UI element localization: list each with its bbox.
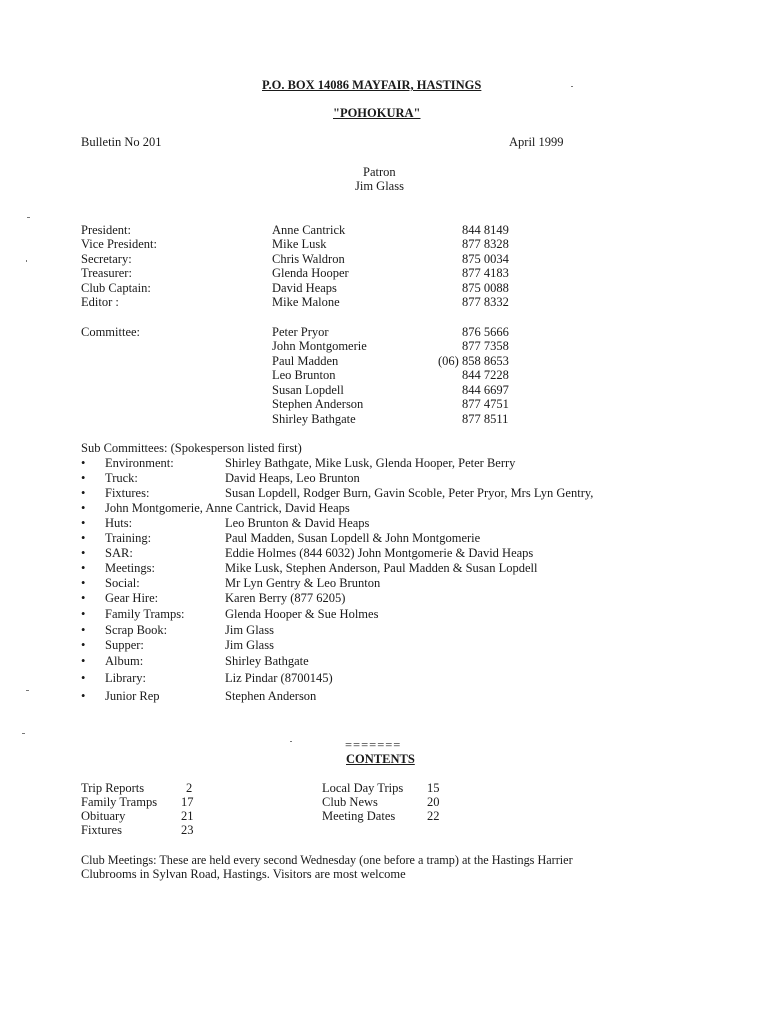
scan-speck bbox=[571, 86, 573, 87]
scan-speck bbox=[27, 217, 30, 218]
patron-name: Jim Glass bbox=[355, 179, 404, 193]
subcommittee-members: Stephen Anderson bbox=[225, 689, 317, 703]
contents-entry-page: 2 bbox=[186, 781, 193, 795]
officer-role: President: bbox=[81, 223, 131, 237]
bullet-icon: • bbox=[81, 486, 86, 500]
committee-member-name: Peter Pryor bbox=[272, 325, 329, 339]
officer-name: Mike Lusk bbox=[272, 237, 327, 251]
committee-member-phone: 877 7358 bbox=[462, 339, 509, 353]
officer-name: Glenda Hooper bbox=[272, 266, 349, 280]
subcommittee-label: Meetings: bbox=[105, 561, 155, 575]
subcommittee-members: Shirley Bathgate, Mike Lusk, Glenda Hooper, Peter Berry bbox=[225, 456, 516, 470]
committee-member-phone: 876 5666 bbox=[462, 325, 509, 339]
subcommittee-label: Environment: bbox=[105, 456, 174, 470]
club-meetings-line1: Club Meetings: These are held every second Wednesday (one before a tramp) at the Hastings Harrier bbox=[81, 853, 573, 867]
committee-member-name: Shirley Bathgate bbox=[272, 412, 356, 426]
subcommittee-members: Shirley Bathgate bbox=[225, 654, 309, 668]
officer-phone: 877 8328 bbox=[462, 237, 509, 251]
bullet-icon: • bbox=[81, 561, 86, 575]
bullet-icon: • bbox=[81, 638, 86, 652]
bulletin-number: Bulletin No 201 bbox=[81, 135, 162, 149]
scan-speck bbox=[26, 260, 27, 262]
committee-member-phone: 877 8511 bbox=[462, 412, 509, 426]
committee-member-phone: 844 6697 bbox=[462, 383, 509, 397]
subcommittee-members: Leo Brunton & David Heaps bbox=[225, 516, 370, 530]
bullet-icon: • bbox=[81, 471, 86, 485]
officer-name: David Heaps bbox=[272, 281, 337, 295]
subcommittee-members: Susan Lopdell, Rodger Burn, Gavin Scoble, Peter Pryor, Mrs Lyn Gentry, bbox=[225, 486, 594, 500]
club-name: "POHOKURA" bbox=[333, 106, 421, 120]
subcommittee-members: Jim Glass bbox=[225, 638, 274, 652]
officer-role: Editor : bbox=[81, 295, 119, 309]
scan-speck bbox=[26, 690, 29, 691]
committee-member-name: Susan Lopdell bbox=[272, 383, 344, 397]
officer-phone: 877 8332 bbox=[462, 295, 509, 309]
bullet-icon: • bbox=[81, 456, 86, 470]
bullet-icon: • bbox=[81, 591, 86, 605]
subcommittee-label: Gear Hire: bbox=[105, 591, 159, 605]
bullet-icon: • bbox=[81, 623, 86, 637]
scan-speck bbox=[22, 733, 25, 734]
contents-title: CONTENTS bbox=[346, 752, 415, 766]
subcommittee-members: Karen Berry (877 6205) bbox=[225, 591, 346, 605]
bulletin-date: April 1999 bbox=[509, 135, 564, 149]
committee-member-name: Leo Brunton bbox=[272, 368, 336, 382]
bullet-icon: • bbox=[81, 501, 86, 515]
contents-entry-page: 20 bbox=[427, 795, 440, 809]
committee-member-name: John Montgomerie bbox=[272, 339, 367, 353]
subcommittee-members: Mr Lyn Gentry & Leo Brunton bbox=[225, 576, 381, 590]
contents-entry-label: Family Tramps bbox=[81, 795, 158, 809]
contents-entry-page: 17 bbox=[181, 795, 194, 809]
subcommittee-label: Family Tramps: bbox=[105, 607, 185, 621]
committee-member-name: Paul Madden bbox=[272, 354, 339, 368]
club-address: P.O. BOX 14086 MAYFAIR, HASTINGS bbox=[262, 78, 482, 92]
bullet-icon: • bbox=[81, 531, 86, 545]
subcommittee-members: David Heaps, Leo Brunton bbox=[225, 471, 360, 485]
officer-role: Secretary: bbox=[81, 252, 132, 266]
committee-member-phone: (06) 858 8653 bbox=[438, 354, 509, 368]
contents-entry-page: 15 bbox=[427, 781, 440, 795]
subcommittee-label: Scrap Book: bbox=[105, 623, 168, 637]
officer-name: Mike Malone bbox=[272, 295, 340, 309]
bullet-icon: • bbox=[81, 546, 86, 560]
bullet-icon: • bbox=[81, 654, 86, 668]
officer-name: Anne Cantrick bbox=[272, 223, 346, 237]
subcommittee-label: Fixtures: bbox=[105, 486, 150, 500]
bullet-icon: • bbox=[81, 516, 86, 530]
contents-entry-label: Meeting Dates bbox=[322, 809, 396, 823]
bullet-icon: • bbox=[81, 671, 86, 685]
subcommittee-label: Junior Rep bbox=[105, 689, 160, 703]
officer-name: Chris Waldron bbox=[272, 252, 345, 266]
officer-phone: 875 0088 bbox=[462, 281, 509, 295]
contents-entry-page: 21 bbox=[181, 809, 194, 823]
subcommittee-label: Supper: bbox=[105, 638, 144, 652]
subcommittee-label: Truck: bbox=[105, 471, 138, 485]
subcommittee-label: Huts: bbox=[105, 516, 133, 530]
scan-speck bbox=[290, 741, 292, 742]
officer-phone: 877 4183 bbox=[462, 266, 509, 280]
officer-role: Club Captain: bbox=[81, 281, 151, 295]
subcommittee-members: Mike Lusk, Stephen Anderson, Paul Madden & Susan Lopdell bbox=[225, 561, 538, 575]
subcommittee-label: SAR: bbox=[105, 546, 133, 560]
contents-entry-label: Fixtures bbox=[81, 823, 122, 837]
contents-entry-page: 22 bbox=[427, 809, 440, 823]
club-meetings-line2: Clubrooms in Sylvan Road, Hastings. Visitors are most welcome bbox=[81, 867, 406, 881]
subcommittee-label: Library: bbox=[105, 671, 146, 685]
contents-entry-label: Obituary bbox=[81, 809, 126, 823]
subcommittee-members: Liz Pindar (8700145) bbox=[225, 671, 333, 685]
contents-entry-page: 23 bbox=[181, 823, 194, 837]
contents-divider: ======= bbox=[345, 738, 402, 752]
subcommittee-label: Social: bbox=[105, 576, 140, 590]
contents-entry-label: Trip Reports bbox=[81, 781, 145, 795]
committee-label: Committee: bbox=[81, 325, 141, 339]
bullet-icon: • bbox=[81, 607, 86, 621]
committee-member-phone: 844 7228 bbox=[462, 368, 509, 382]
contents-entry-label: Local Day Trips bbox=[322, 781, 404, 795]
subcommittee-members: Jim Glass bbox=[225, 623, 274, 637]
bullet-icon: • bbox=[81, 689, 86, 703]
subcommittee-members: Paul Madden, Susan Lopdell & John Montgomerie bbox=[225, 531, 481, 545]
committee-member-name: Stephen Anderson bbox=[272, 397, 364, 411]
officer-phone: 844 8149 bbox=[462, 223, 509, 237]
bullet-icon: • bbox=[81, 576, 86, 590]
officer-role: Treasurer: bbox=[81, 266, 132, 280]
committee-member-phone: 877 4751 bbox=[462, 397, 509, 411]
subcommittees-heading: Sub Committees: (Spokesperson listed first) bbox=[81, 441, 302, 455]
subcommittee-members: Glenda Hooper & Sue Holmes bbox=[225, 607, 379, 621]
subcommittee-members: Eddie Holmes (844 6032) John Montgomerie & David Heaps bbox=[225, 546, 534, 560]
officer-phone: 875 0034 bbox=[462, 252, 509, 266]
subcommittee-label: John Montgomerie, Anne Cantrick, David Heaps bbox=[105, 501, 350, 515]
patron-label: Patron bbox=[363, 165, 396, 179]
contents-entry-label: Club News bbox=[322, 795, 378, 809]
subcommittee-label: Training: bbox=[105, 531, 152, 545]
subcommittee-label: Album: bbox=[105, 654, 144, 668]
officer-role: Vice President: bbox=[81, 237, 157, 251]
